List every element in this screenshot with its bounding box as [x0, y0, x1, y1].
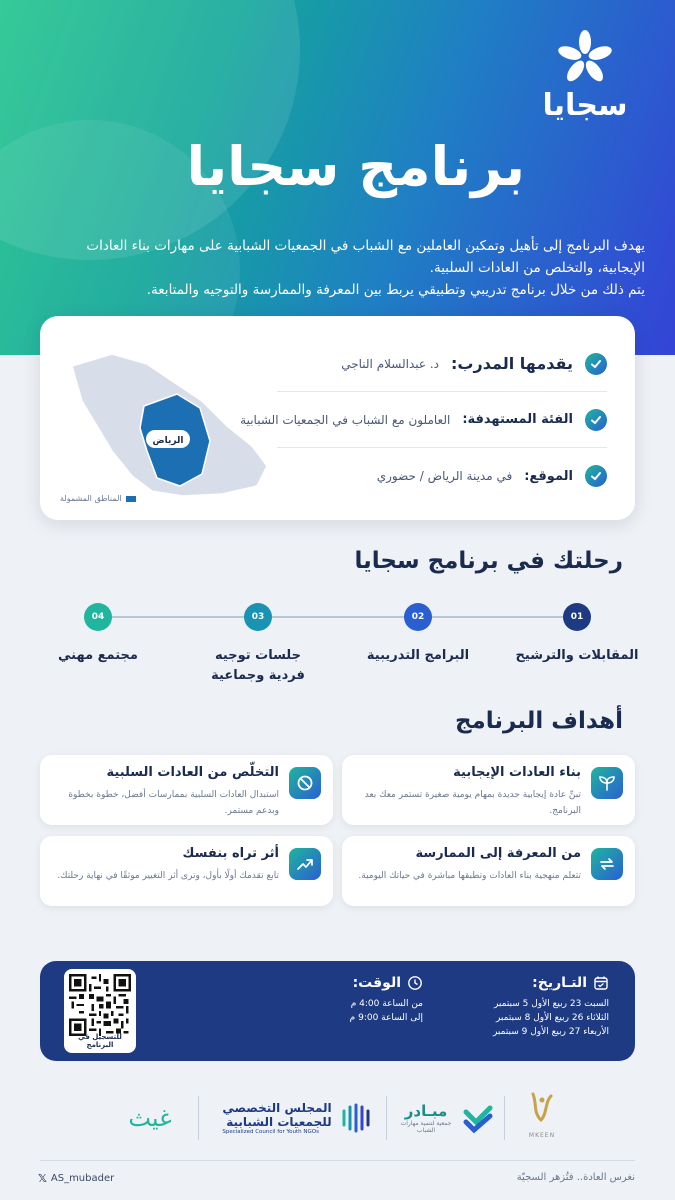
- journey-step-2: 02: [404, 603, 432, 631]
- mubader-name: مبـادر: [404, 1102, 448, 1120]
- date-heading: [493, 975, 609, 991]
- trainer-row: [277, 336, 607, 392]
- partners-strip: [100, 1090, 570, 1146]
- saudi-map: [52, 346, 274, 506]
- time-heading: [350, 975, 423, 991]
- mkeen-text: MKEEN: [528, 1132, 556, 1139]
- council-en: Specialized Council for Youth NGOs: [222, 1129, 319, 1135]
- mkeen-logo: [512, 1090, 572, 1146]
- sprout-icon: [591, 767, 623, 799]
- logo-word: سجايا: [542, 88, 628, 123]
- trend-up-icon: [289, 848, 321, 880]
- ghaith-logo: [110, 1090, 190, 1146]
- time-heading-text: الوقت:: [352, 975, 401, 991]
- info-card: [40, 316, 635, 520]
- legend-text: المناطق المشمولة: [60, 494, 122, 503]
- calendar-icon: [593, 975, 609, 991]
- map-region-label: الرياض: [152, 436, 184, 446]
- date-line: الثلاثاء 26 ربيع الأول 8 سبتمبر: [495, 1013, 609, 1023]
- info-rows: [240, 336, 607, 504]
- journey-step-label: [188, 646, 328, 686]
- journey-step-4: 04: [84, 603, 112, 631]
- step-label-line: جلسات توجيه: [215, 648, 301, 663]
- x-icon: 𝕏: [38, 1172, 47, 1185]
- council-mark-icon: [340, 1101, 370, 1135]
- audience-row: [240, 392, 607, 448]
- partner-divider: [198, 1096, 199, 1140]
- repeat-icon: [591, 848, 623, 880]
- intro-line: يهدف البرنامج إلى تأهيل وتمكين العاملين مع الشباب في الجمعيات الشبابية على مهارات بناء العادات: [86, 238, 645, 254]
- mubader-sub: جمعية لتنمية مهارات الشباب: [400, 1120, 452, 1134]
- journey-step-1: 01: [563, 603, 591, 631]
- intro-text: [30, 235, 645, 301]
- journey-heading: رحلتك في برنامج سجايا: [354, 548, 623, 574]
- goal-card: [342, 836, 635, 906]
- goal-desc: تبنِّ عادة إيجابية جديدة بمهام يومية صغيرة تستمر معك بعد البرنامج.: [364, 790, 581, 816]
- footer-divider: [40, 1160, 635, 1161]
- goal-card: [40, 755, 333, 825]
- handle-text: AS_mubader: [50, 1173, 115, 1184]
- prohibited-icon: [289, 767, 321, 799]
- mubader-logo: [390, 1090, 500, 1146]
- council-line1: المجلس التخصصي: [222, 1101, 332, 1115]
- journey-step-label: المقابلات والترشيح: [515, 648, 639, 663]
- map-legend: [60, 494, 136, 503]
- partner-divider: [386, 1096, 387, 1140]
- journey-step-3: 03: [244, 603, 272, 631]
- intro-line: يتم ذلك من خلال برنامج تدريبي وتطبيقي يربط بين المعرفة والممارسة والتوجيه والمتابعة.: [146, 282, 645, 298]
- time-line: إلى الساعة 9:00 م: [349, 1013, 423, 1023]
- sajaya-logo: [535, 30, 635, 125]
- page-title: برنامج سجايا: [186, 135, 525, 198]
- trainer-label: يقدمها المدرب:: [451, 354, 573, 373]
- goal-desc: استبدال العادات السلبية بممارسات أفضل، خطوة بخطوة وبدعم مستمر.: [68, 790, 279, 816]
- location-row: [277, 448, 607, 504]
- location-value: في مدينة الرياض / حضوري: [376, 469, 513, 483]
- journey-step-label: مجتمع مهني: [58, 648, 138, 663]
- journey-line: [96, 616, 578, 618]
- date-line: الأربعاء 27 ربيع الأول 9 سبتمبر: [492, 1027, 609, 1037]
- goal-desc: تابع تقدمك أولًا بأول، وترى أثر التغيير موثقًا في نهاية رحلتك.: [57, 871, 279, 881]
- social-handle[interactable]: [38, 1172, 114, 1185]
- date-heading-text: التـاريخ:: [532, 975, 587, 991]
- trainer-value: د. عبدالسلام الناجي: [341, 356, 440, 371]
- check-icon: [585, 353, 607, 375]
- flower-icon: [553, 30, 617, 86]
- qr-label: للتسجيل في البرنامج: [78, 1033, 122, 1049]
- goals-heading: أهداف البرنامج: [454, 708, 623, 734]
- schedule-card: [40, 961, 635, 1061]
- intro-line: الإيجابية، والتخلص من العادات السلبية.: [429, 260, 645, 276]
- goal-card: [40, 836, 333, 906]
- council-line2: للجمعيات الشبابية: [226, 1115, 332, 1129]
- footer-slogan: نغرس العادة.. فتُزهر السجيّة: [516, 1172, 635, 1183]
- goal-title: من المعرفة إلى الممارسة: [415, 846, 581, 861]
- mkeen-mark-icon: [527, 1090, 557, 1128]
- location-label: الموقع:: [524, 468, 573, 484]
- registration-qr[interactable]: [64, 969, 136, 1053]
- step-label-line: فردية وجماعية: [211, 668, 305, 683]
- qr-code-icon: [69, 974, 131, 1036]
- audience-label: الفئة المستهدفة:: [462, 412, 573, 427]
- check-icon: [585, 465, 607, 487]
- goal-card: [342, 755, 635, 825]
- audience-value: العاملون مع الشباب في الجمعيات الشبابية: [240, 412, 451, 427]
- date-section: [493, 975, 609, 1039]
- journey-step-label: البرامج التدريبية: [366, 648, 470, 663]
- mubader-mark-icon: [462, 1102, 494, 1134]
- time-line: من الساعة 4:00 م: [350, 999, 423, 1009]
- legend-swatch: [126, 496, 136, 502]
- goal-title: التخلّص من العادات السلبية: [106, 765, 279, 780]
- ghaith-text: غيث: [128, 1104, 172, 1132]
- council-logo: [210, 1090, 382, 1146]
- partner-divider: [504, 1096, 505, 1140]
- check-icon: [585, 409, 607, 431]
- goal-title: أثر تراه بنفسك: [182, 846, 279, 861]
- date-line: السبت 23 ربيع الأول 5 سبتمبر: [493, 999, 609, 1009]
- time-section: [350, 975, 423, 1025]
- goal-desc: تتعلم منهجية بناء العادات وتطبقها مباشرة في حياتك اليومية.: [358, 871, 581, 881]
- clock-icon: [407, 975, 423, 991]
- goal-title: بناء العادات الإيجابية: [453, 765, 581, 780]
